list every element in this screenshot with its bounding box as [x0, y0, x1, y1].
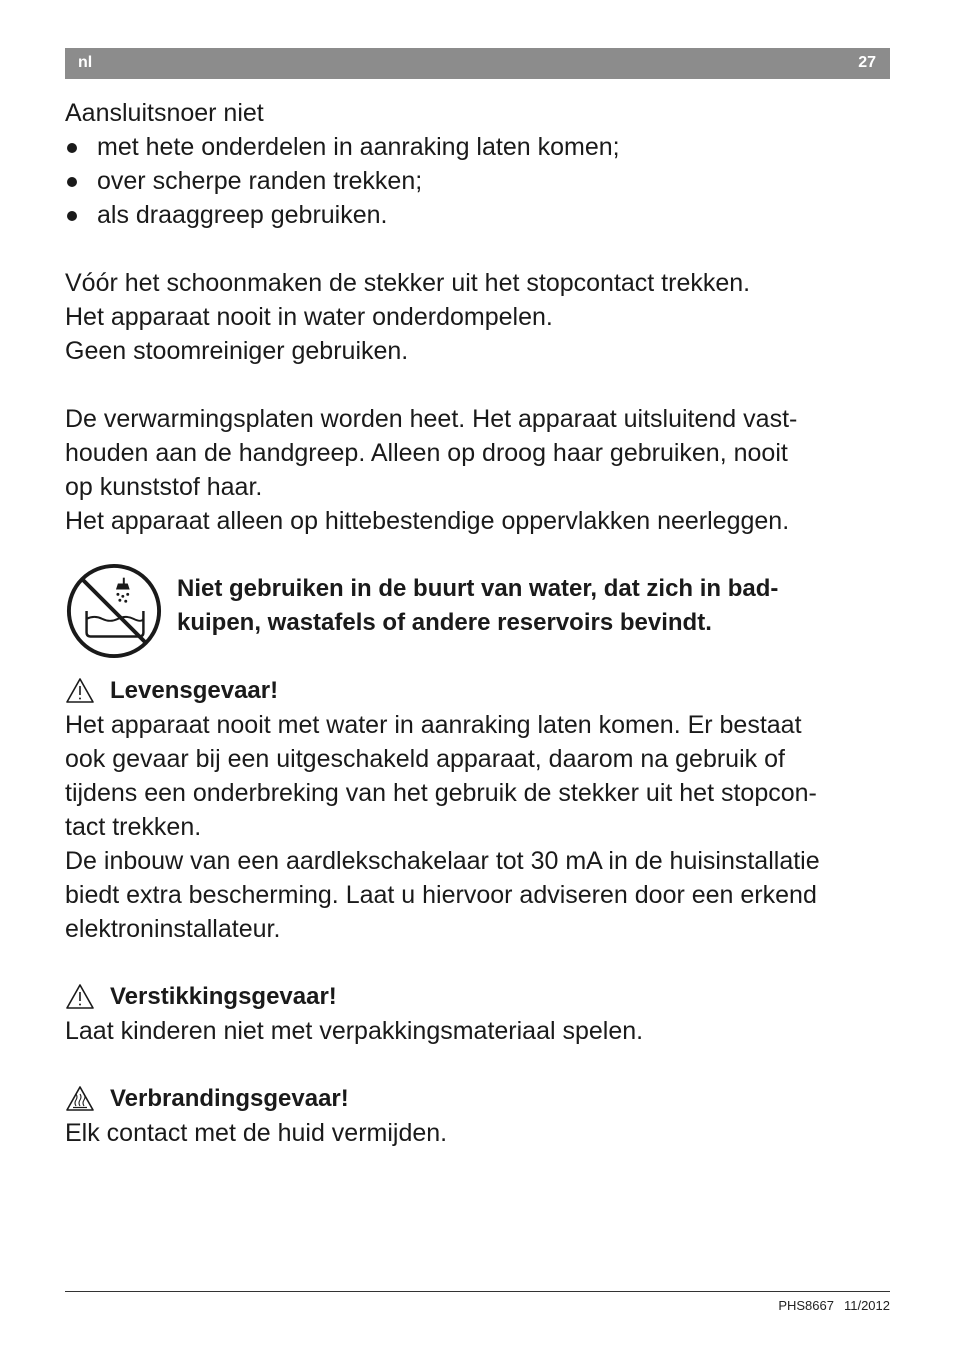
no-water-bath-icon [65, 562, 163, 660]
warning-heading-life: Levensgevaar! [65, 674, 895, 708]
cleaning-line: Geen stoomreiniger gebruiken. [65, 337, 409, 365]
model-number: PHS8667 [778, 1298, 834, 1313]
water-notice [65, 572, 895, 674]
warning-text: tijdens een onderbreking van het gebruik de stekker uit het stopcon- [65, 779, 817, 807]
cord-intro: Aansluitsnoer niet [65, 99, 264, 127]
heating-line: Het apparaat alleen op hittebestendige oppervlakken neerleggen. [65, 507, 790, 535]
warning-text: Elk contact met de huid vermijden. [65, 1119, 448, 1147]
bullet-icon [67, 211, 77, 221]
cord-bullet-list [65, 130, 895, 232]
list-item: als draaggreep gebruiken. [65, 198, 895, 232]
language-code: nl [78, 54, 93, 71]
warning-heading-suffocation: Verstikkingsgevaar! [65, 980, 895, 1014]
notice-text: Niet gebruiken in de buurt van water, dat zich in bad- kuipen, wastafels of andere reservoirs bevindt. [177, 575, 779, 636]
print-date: 11/2012 [843, 1298, 890, 1313]
warning-text: biedt extra bescherming. Laat u hiervoor adviseren door een erkend [65, 881, 817, 909]
heating-line: op kunststof haar. [65, 473, 263, 501]
warning-text: Het apparaat nooit met water in aanraking laten komen. Er bestaat [65, 711, 802, 739]
warning-text: ook gevaar bij een uitgeschakeld apparaat, daarom na gebruik of [65, 745, 785, 773]
bullet-icon [67, 177, 77, 187]
heating-line: houden aan de handgreep. Alleen op droog haar gebruiken, nooit [65, 439, 788, 467]
warning-text: De inbouw van een aardlekschakelaar tot 30 mA in de huisinstallatie [65, 847, 820, 875]
list-item: met hete onderdelen in aanraking laten komen; [65, 130, 895, 164]
footer-divider [65, 1291, 890, 1292]
bullet-icon [67, 143, 77, 153]
list-item: over scherpe randen trekken; [65, 164, 895, 198]
warning-text: Laat kinderen niet met verpakkingsmateriaal spelen. [65, 1017, 644, 1045]
warning-triangle-icon [65, 677, 95, 704]
hot-surface-warning-icon [65, 1085, 95, 1112]
cleaning-line: Het apparaat nooit in water onderdompelen. [65, 303, 553, 331]
warning-heading-burn: Verbrandingsgevaar! [65, 1082, 895, 1116]
warning-triangle-icon [65, 983, 95, 1010]
warning-text: tact trekken. [65, 813, 202, 841]
page-number: 27 [858, 54, 876, 71]
cleaning-line: Vóór het schoonmaken de stekker uit het stopcontact trekken. [65, 269, 751, 297]
warning-text: elektroninstallateur. [65, 915, 281, 943]
page-content [65, 96, 895, 1150]
header-bar [65, 48, 890, 79]
heating-line: De verwarmingsplaten worden heet. Het apparaat uitsluitend vast- [65, 405, 798, 433]
footer [778, 1298, 890, 1313]
